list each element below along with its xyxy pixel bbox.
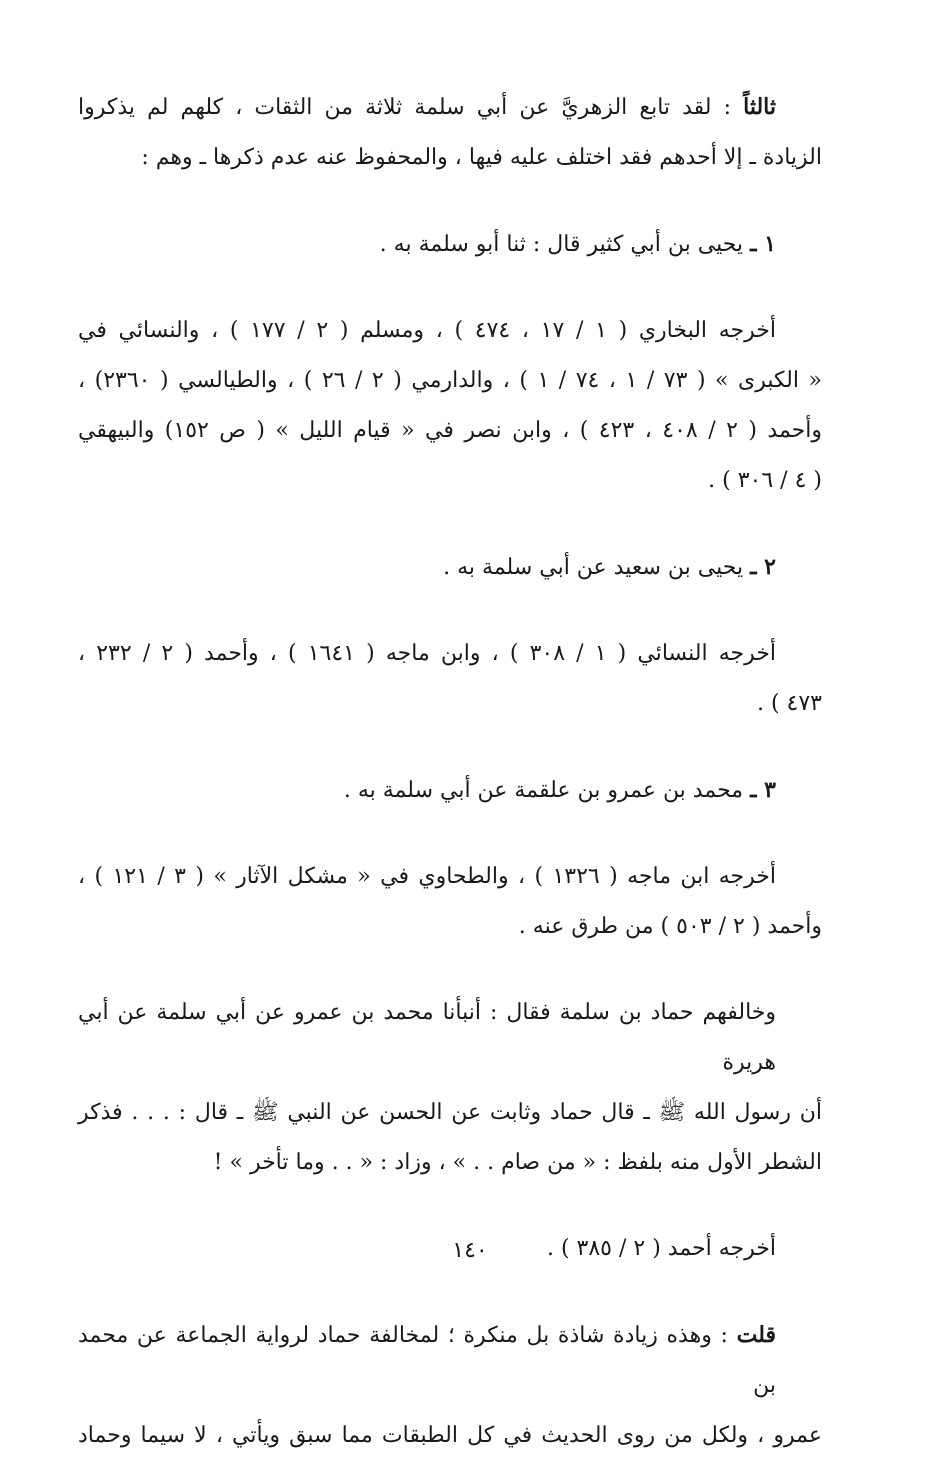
item2-text: يحيى بن سعيد عن أبي سلمة به . <box>443 555 751 580</box>
item3 <box>78 765 822 816</box>
item3-number: ٣ ـ <box>750 777 776 803</box>
takhrij1-line1: أخرجه البخاري ( ١ / ١٧ ، ٤٧٤ ) ، ومسلم ( ٢ / ١٧٧ ) ، والنسائي في <box>78 318 776 343</box>
spacer <box>78 816 822 852</box>
item2 <box>78 542 822 593</box>
spacer <box>78 183 822 219</box>
para1-line2: الزيادة ـ إلا أحدهم فقد اختلف عليه فيها ، والمحفوظ عنه عدم ذكرها ـ وهم : <box>141 145 822 170</box>
takhrij1-line2: « الكبرى » ( ٧٣ / ١ ، ٧٤ / ١ ) ، والدارمي ( ٢ / ٢٦ ) ، والطيالسي ( ٢٣٦٠) ، <box>78 368 822 393</box>
takhrij3-line1: أخرجه ابن ماجه ( ١٣٢٦ ) ، والطحاوي في « مشكل الآثار » ( ٣ / ١٢١ ) ، <box>78 864 776 889</box>
qultu-line1-text: : وهذه زيادة شاذة بل منكرة ؛ لمخالفة حماد لرواية الجماعة عن محمد بن <box>78 1323 776 1398</box>
spacer <box>78 1274 822 1310</box>
takhrij3-line2: وأحمد ( ٢ / ٥٠٣ ) من طرق عنه . <box>518 914 822 939</box>
item1-text: يحيى بن أبي كثير قال : ثنا أبو سلمة به . <box>379 232 751 257</box>
item1-number: ١ ـ <box>750 231 776 257</box>
hammad-line1: وخالفهم حماد بن سلمة فقال : أنبأنا محمد بن عمرو عن أبي سلمة عن أبي هريرة <box>78 1000 776 1075</box>
spacer <box>78 952 822 988</box>
spacer <box>78 506 822 542</box>
item3-text: محمد بن عمرو بن علقمة عن أبي سلمة به . <box>343 778 751 803</box>
qultu-lead: قلت <box>736 1322 776 1348</box>
hammad-line3: الشطر الأول منه بلفظ : « من صام . . » ، وزاد : « . . وما تأخر » ! <box>213 1150 822 1175</box>
page-number: ١٤٠ <box>452 1238 488 1263</box>
takhrij2-line2: ٤٧٣ ) . <box>756 691 822 716</box>
takhrij1-line3: وأحمد ( ٢ / ٤٠٨ ، ٤٢٣ ) ، وابن نصر في « قيام الليل » ( ص ١٥٢) والبيهقي <box>78 418 823 443</box>
para1-line1-text: : لقد تابع الزهريَّ عن أبي سلمة ثلاثة من الثقات ، كلهم لم يذكروا <box>78 95 744 120</box>
para1-lead: ثالثاً <box>743 94 776 120</box>
takhrij1-line4: ( ٤ / ٣٠٦ ) . <box>708 468 822 493</box>
spacer <box>78 729 822 765</box>
qultu-line1 <box>78 1310 822 1411</box>
item1 <box>78 219 822 270</box>
hammad-line2: أن رسول الله ﷺ ـ قال حماد وثابت عن الحسن عن النبي ﷺ ـ قال : . . . فذكر <box>78 1100 822 1125</box>
takhrij2-line1: أخرجه النسائي ( ١ / ٣٠٨ ) ، وابن ماجه ( ١٦٤١ ) ، وأحمد ( ٢ / ٢٣٢ ، <box>78 641 776 666</box>
qultu-line2: عمرو ، ولكل من روى الحديث في كل الطبقات مما سبق ويأتي ، لا سيما وحماد <box>78 1423 822 1448</box>
para1-line1 <box>78 82 822 133</box>
takhrij4: أخرجه أحمد ( ٢ / ٣٨٥ ) . <box>546 1236 776 1261</box>
spacer <box>78 1188 822 1224</box>
spacer <box>78 270 822 306</box>
spacer <box>78 593 822 629</box>
item2-number: ٢ ـ <box>750 554 776 580</box>
